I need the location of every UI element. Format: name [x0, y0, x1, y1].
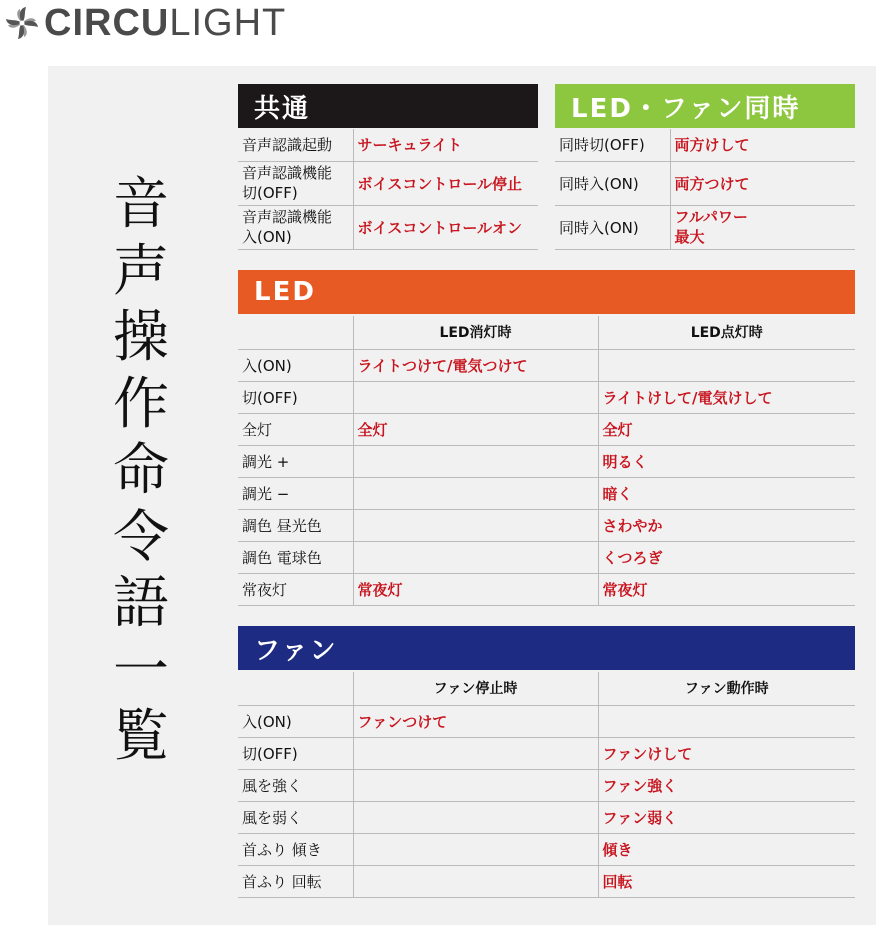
title-char: 覧 [113, 704, 169, 769]
row-label: 風を強く [238, 769, 353, 801]
row-label: 音声認識起動 [238, 129, 353, 161]
voice-command: 傾き [598, 833, 855, 865]
table-row [238, 833, 855, 865]
voice-command: フルパワー 最大 [670, 205, 855, 249]
voice-command [353, 381, 598, 413]
column-header [238, 316, 353, 349]
voice-command: サーキュライト [353, 129, 538, 161]
column-header: ファン停止時 [353, 672, 598, 705]
title-char: 作 [113, 371, 169, 437]
voice-command: ファン強く [598, 769, 855, 801]
table-row [238, 865, 855, 897]
voice-command: 常夜灯 [353, 573, 598, 605]
section-header-common [238, 84, 538, 128]
table-row [238, 705, 855, 737]
row-label: 調光 + [238, 445, 353, 477]
column-header: LED点灯時 [598, 316, 855, 349]
table-row [238, 381, 855, 413]
voice-command: ボイスコントロール停止 [353, 161, 538, 205]
table-row [238, 737, 855, 769]
table-row [238, 413, 855, 445]
title-char: 操 [113, 305, 169, 370]
row-label: 調色 昼光色 [238, 509, 353, 541]
voice-command [353, 865, 598, 897]
voice-command [353, 801, 598, 833]
row-label: 全灯 [238, 413, 353, 445]
voice-command: 明るく [598, 445, 855, 477]
brand-logo [4, 4, 286, 42]
title-char: 命 [113, 438, 169, 503]
fan-logo-icon [4, 5, 40, 41]
voice-command: 常夜灯 [598, 573, 855, 605]
row-label: 首ふり 回転 [238, 865, 353, 897]
table-row [238, 477, 855, 509]
table-row [555, 161, 855, 205]
section-title-led: LED [254, 277, 316, 307]
table-row [238, 349, 855, 381]
row-label: 首ふり 傾き [238, 833, 353, 865]
voice-command [353, 737, 598, 769]
page-title-vertical [106, 172, 176, 771]
row-label: 切(OFF) [238, 381, 353, 413]
table-header-row [238, 316, 855, 349]
voice-command: 全灯 [353, 413, 598, 445]
section-title-simultaneous: LED・ファン同時 [571, 93, 801, 124]
title-char: 声 [113, 238, 169, 304]
voice-command: ファン弱く [598, 801, 855, 833]
voice-command: 暗く [598, 477, 855, 509]
voice-command [353, 833, 598, 865]
row-label: 音声認識機能 切(OFF) [238, 161, 353, 205]
voice-command [353, 769, 598, 801]
column-header [238, 672, 353, 705]
voice-command: ファンつけて [353, 705, 598, 737]
led-table [238, 316, 855, 606]
voice-command: ライトつけて/電気つけて [353, 349, 598, 381]
voice-command: ボイスコントロールオン [353, 205, 538, 249]
row-label: 同時入(ON) [555, 161, 670, 205]
simultaneous-table [555, 129, 855, 250]
table-row [238, 509, 855, 541]
voice-command: くつろぎ [598, 541, 855, 573]
voice-command: 両方つけて [670, 161, 855, 205]
voice-command [353, 541, 598, 573]
section-title-fan: ファン [254, 635, 338, 666]
table-row [238, 541, 855, 573]
title-char: 一 [113, 637, 169, 703]
voice-command: さわやか [598, 509, 855, 541]
voice-command [353, 477, 598, 509]
table-header-row [238, 672, 855, 705]
voice-command [598, 705, 855, 737]
voice-command: 回転 [598, 865, 855, 897]
voice-command: 両方けして [670, 129, 855, 161]
table-row [555, 205, 855, 249]
row-label: 調色 電球色 [238, 541, 353, 573]
section-header-led-fan-simultaneous [555, 84, 855, 128]
row-label: 切(OFF) [238, 737, 353, 769]
table-row [238, 129, 538, 161]
row-label: 調光 − [238, 477, 353, 509]
table-row [238, 801, 855, 833]
column-header: ファン動作時 [598, 672, 855, 705]
title-char: 音 [113, 172, 169, 237]
section-header-fan [238, 626, 855, 670]
voice-command: ファンけして [598, 737, 855, 769]
row-label: 同時切(OFF) [555, 129, 670, 161]
row-label: 入(ON) [238, 705, 353, 737]
table-row [238, 205, 538, 249]
section-header-led [238, 270, 855, 314]
row-label: 入(ON) [238, 349, 353, 381]
voice-command: ライトけして/電気けして [598, 381, 855, 413]
common-table [238, 129, 538, 250]
column-header: LED消灯時 [353, 316, 598, 349]
row-label: 同時入(ON) [555, 205, 670, 249]
table-row [555, 129, 855, 161]
row-label: 音声認識機能 入(ON) [238, 205, 353, 249]
voice-command [353, 509, 598, 541]
fan-table [238, 672, 855, 898]
voice-command [353, 445, 598, 477]
brand-name: CIRCULIGHT [44, 2, 287, 44]
table-row [238, 573, 855, 605]
table-row [238, 161, 538, 205]
title-char: 令 [113, 504, 169, 570]
title-char: 語 [113, 571, 169, 636]
table-row [238, 445, 855, 477]
voice-command [598, 349, 855, 381]
section-title-common: 共通 [254, 93, 311, 124]
voice-command: 全灯 [598, 413, 855, 445]
row-label: 常夜灯 [238, 573, 353, 605]
table-row [238, 769, 855, 801]
row-label: 風を弱く [238, 801, 353, 833]
